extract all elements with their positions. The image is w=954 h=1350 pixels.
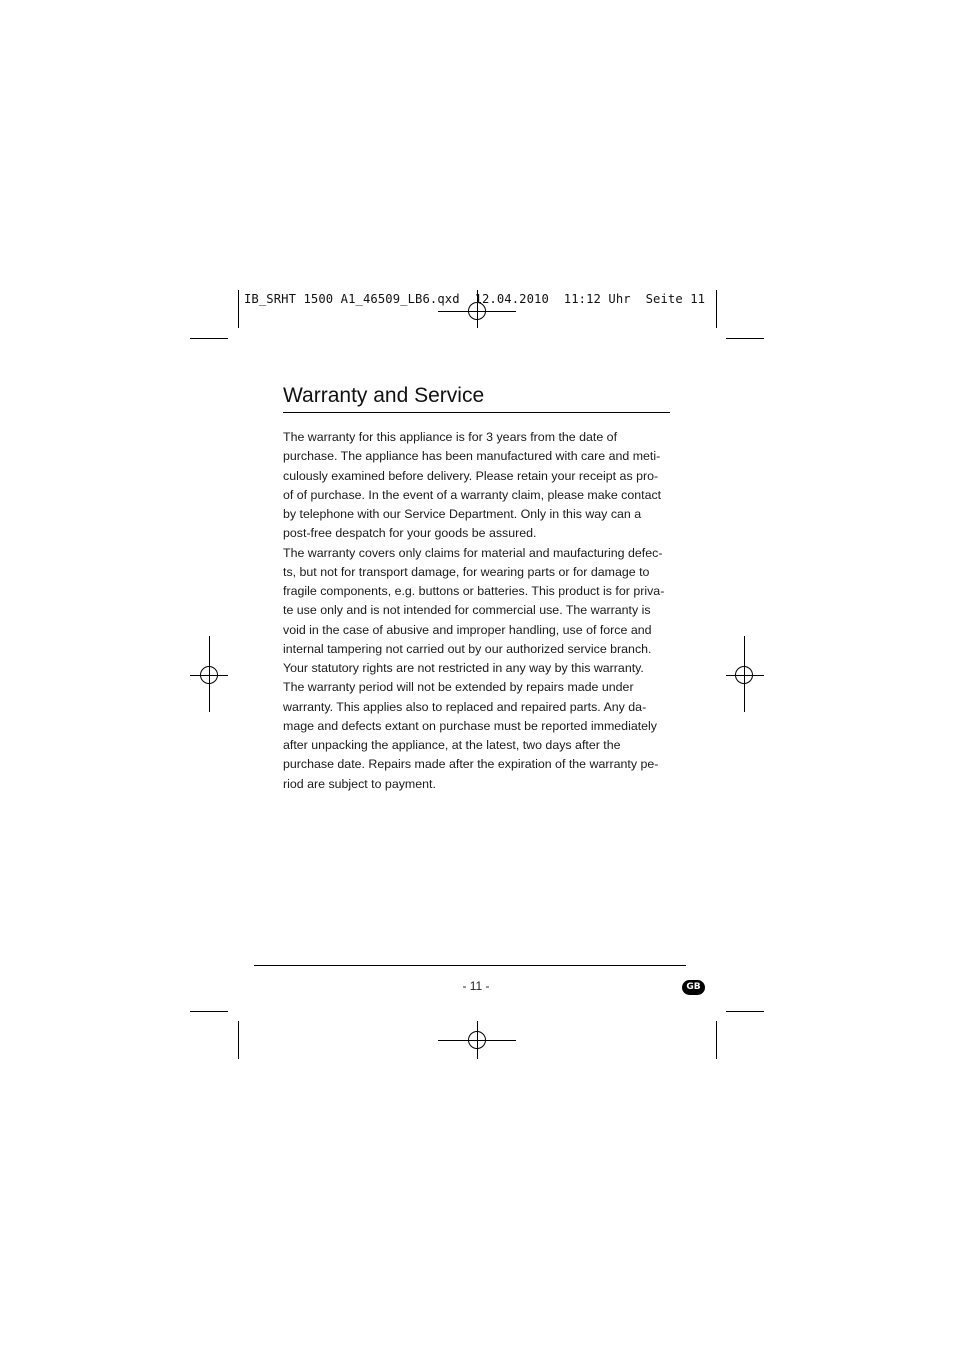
body-line: Your statutory rights are not restricted in any way by this warranty. bbox=[283, 661, 644, 675]
body-line: of of purchase. In the event of a warranty claim, please make contact bbox=[283, 487, 662, 502]
body-line: The warranty for this appliance is for 3 years from the date of bbox=[283, 430, 618, 444]
body-line: void in the case of abusive and improper handling, use of force and bbox=[283, 622, 652, 637]
crop-mark-top-left-v bbox=[238, 290, 239, 328]
body-line: post-free despatch for your goods be assured. bbox=[283, 526, 537, 541]
page-number: - 11 - bbox=[462, 979, 490, 993]
footer-rule bbox=[254, 965, 686, 966]
crop-mark-top-right-v bbox=[716, 290, 717, 328]
body-line: warranty. This applies also to replaced and repaired parts. Any da- bbox=[283, 699, 647, 714]
crop-mark-bottom-right-h bbox=[726, 1011, 764, 1012]
crop-mark-top-left-h bbox=[190, 338, 228, 339]
body-line: fragile components, e.g. buttons or batteries. This product is for priva- bbox=[283, 584, 665, 598]
warranty-body-text bbox=[283, 428, 675, 794]
body-line: by telephone with our Service Department. Only in this way can a bbox=[283, 507, 642, 521]
page-title: Warranty and Service bbox=[283, 384, 485, 407]
body-line: purchase. The appliance has been manufactured with care and meti- bbox=[283, 449, 661, 464]
body-line: culously examined before delivery. Please retain your receipt as pro- bbox=[283, 468, 659, 483]
title-underline bbox=[283, 412, 670, 413]
body-line: ts, but not for transport damage, for wearing parts or for damage to bbox=[283, 564, 650, 579]
print-slug-line: IB_SRHT 1500 A1_46509_LB6.qxd 12.04.2010 11:12 Uhr Seite 11 bbox=[244, 292, 706, 306]
body-line: te use only and is not intended for commercial use. The warranty is bbox=[283, 603, 651, 618]
body-line: riod are subject to payment. bbox=[283, 776, 436, 791]
body-line: purchase date. Repairs made after the expiration of the warranty pe- bbox=[283, 757, 659, 772]
body-line: mage and defects extant on purchase must be reported immediately bbox=[283, 718, 657, 733]
body-line: internal tampering not carried out by our authorized service branch. bbox=[283, 641, 652, 656]
body-line: The warranty covers only claims for material and maufacturing defec- bbox=[283, 545, 663, 560]
body-line: after unpacking the appliance, at the latest, two days after the bbox=[283, 738, 621, 752]
crop-mark-bottom-left-h bbox=[190, 1011, 228, 1012]
crop-mark-bottom-left-v bbox=[238, 1021, 239, 1059]
crop-mark-top-right-h bbox=[726, 338, 764, 339]
crop-mark-bottom-right-v bbox=[716, 1021, 717, 1059]
body-line: The warranty period will not be extended by repairs made under bbox=[283, 680, 634, 695]
language-badge: GB bbox=[682, 980, 705, 995]
